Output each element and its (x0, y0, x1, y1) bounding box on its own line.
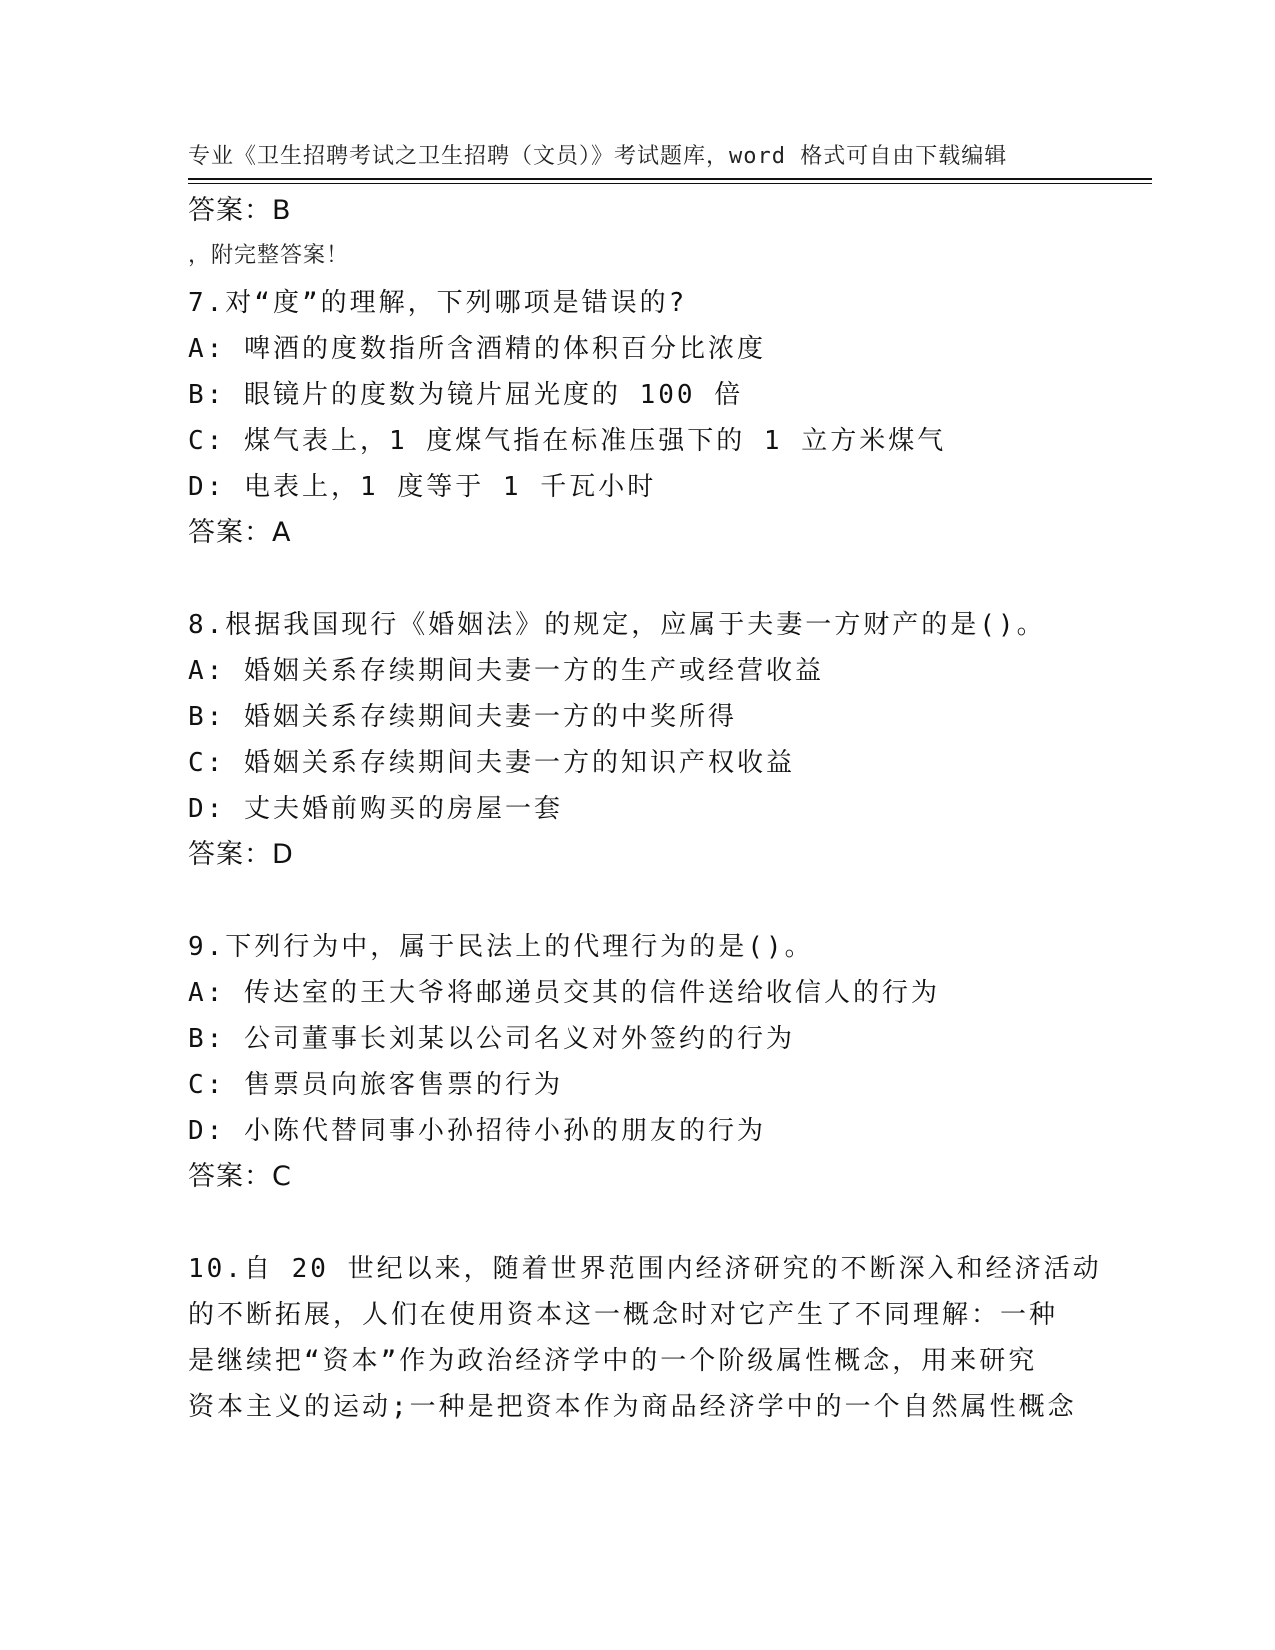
question-stem-line: 的不断拓展，人们在使用资本这一概念时对它产生了不同理解：一种 (188, 1300, 1059, 1330)
option-b: B: 婚姻关系存续期间夫妻一方的中奖所得 (188, 702, 737, 732)
answer: 答案：C (188, 1161, 292, 1192)
question-stem: 7.对“度”的理解，下列哪项是错误的? (188, 288, 688, 318)
question-stem: 8.根据我国现行《婚姻法》的规定，应属于夫妻一方财产的是()。 (188, 610, 1046, 640)
option-d: D: 丈夫婚前购买的房屋一套 (188, 794, 563, 824)
option-d: D: 小陈代替同事小孙招待小孙的朋友的行为 (188, 1116, 766, 1146)
header-line-2: ，附完整答案！ (188, 243, 350, 268)
option-c: C: 煤气表上，1 度煤气指在标准压强下的 1 立方米煤气 (188, 426, 947, 456)
question-10 (188, 1246, 1102, 1430)
header-rule-thin (188, 183, 1152, 184)
option-b: B: 公司董事长刘某以公司名义对外签约的行为 (188, 1024, 795, 1054)
option-d: D: 电表上，1 度等于 1 千瓦小时 (188, 472, 657, 502)
option-a: A: 啤酒的度数指所含酒精的体积百分比浓度 (188, 334, 766, 364)
header-line-1: 专业《卫生招聘考试之卫生招聘（文员）》考试题库，word 格式可自由下载编辑 (188, 144, 1008, 169)
spacer (188, 1200, 1088, 1246)
header-rule-thick (188, 178, 1152, 180)
question-stem-line: 10.自 20 世纪以来，随着世界范围内经济研究的不断深入和经济活动 (188, 1254, 1102, 1284)
question-stem-line: 资本主义的运动;一种是把资本作为商品经济学中的一个自然属性概念 (188, 1392, 1077, 1422)
question-8 (188, 602, 1088, 878)
spacer (188, 878, 1088, 924)
question-7 (188, 280, 1088, 556)
question-stem-line: 是继续把“资本”作为政治经济学中的一个阶级属性概念，用来研究 (188, 1346, 1038, 1376)
option-b: B: 眼镜片的度数为镜片屈光度的 100 倍 (188, 380, 744, 410)
question-content (188, 188, 1102, 1430)
option-a: A: 婚姻关系存续期间夫妻一方的生产或经营收益 (188, 656, 824, 686)
question-9 (188, 924, 1088, 1200)
spacer (188, 234, 1088, 280)
question-stem: 9.下列行为中，属于民法上的代理行为的是()。 (188, 932, 814, 962)
spacer (188, 556, 1088, 602)
option-a: A: 传达室的王大爷将邮递员交其的信件送给收信人的行为 (188, 978, 940, 1008)
option-c: C: 婚姻关系存续期间夫妻一方的知识产权收益 (188, 748, 795, 778)
answer: 答案：D (188, 839, 294, 870)
answer-previous: 答案：B (188, 195, 292, 226)
answer: 答案：A (188, 517, 292, 548)
option-c: C: 售票员向旅客售票的行为 (188, 1070, 563, 1100)
